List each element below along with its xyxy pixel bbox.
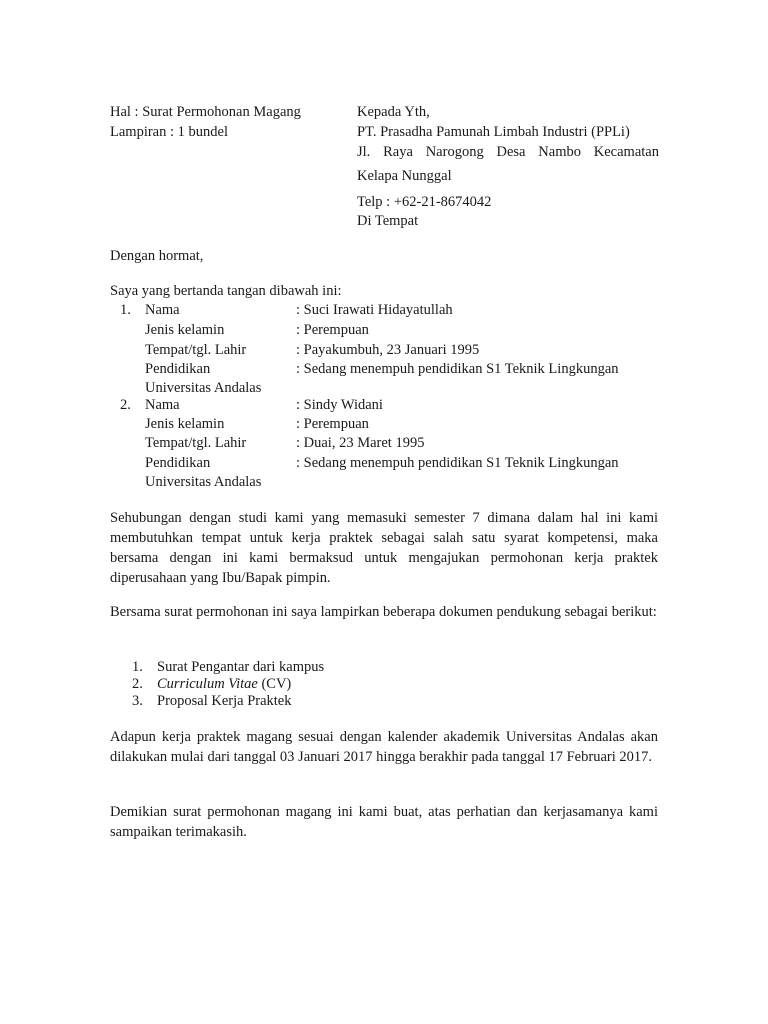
field-value: Universitas Andalas [145, 474, 262, 490]
field-label: Nama [145, 302, 180, 318]
paragraph-schedule: Adapun kerja praktek magang sesuai dengan kalender akademik Universitas Andalas akan dilakukan mulai dari tanggal 03 Januari 2017 hingga berakhir pada tanggal 17 Februari 2017. [110, 729, 658, 765]
applicant-1-name-row [110, 300, 670, 320]
field-value: : Sindy Widani [296, 397, 383, 413]
field-value: : Payakumbuh, 23 Januari 1995 [296, 342, 480, 358]
field-label: Tempat/tgl. Lahir [145, 435, 247, 451]
field-value: : Perempuan [296, 416, 369, 432]
attachment-count: Lampiran : 1 bundel [110, 124, 228, 140]
field-value: : Perempuan [296, 322, 369, 338]
paragraph-purpose: Sehubungan dengan studi kami yang memasuki semester 7 dimana dalam hal ini kami membutuhkan tempat untuk kerja praktek sebagai salah satu syarat kompetensi, maka bersama dengan ini kami bermaksud untuk mengajukan permohonan kerja praktek diperusahaan yang Ibu/Bapak pimpin. [110, 510, 658, 586]
attachment-text-italic: Curriculum Vitae [157, 676, 258, 692]
applicant-2-education-row [110, 453, 670, 473]
intro-line: Saya yang bertanda tangan dibawah ini: [110, 283, 342, 299]
field-value: : Duai, 23 Maret 1995 [296, 435, 425, 451]
paragraph-closing: Demikian surat permohonan magang ini kami buat, atas perhatian dan kerjasamanya kami sampaikan terimakasih. [110, 804, 658, 840]
applicant-1-birth-row [110, 340, 670, 360]
applicant-1-education-row [110, 359, 670, 379]
field-label: Nama [145, 397, 180, 413]
attachment-number: 3. [132, 693, 143, 709]
recipient-salutation: Kepada Yth, [357, 104, 430, 120]
recipient-address-line1: Jl. Raya Narogong Desa Nambo Kecamatan [357, 144, 659, 160]
field-label: Jenis kelamin [145, 322, 225, 338]
field-label: Pendidikan [145, 361, 211, 377]
applicant-number: 2. [120, 397, 131, 413]
recipient-company: PT. Prasadha Pamunah Limbah Industri (PPLi) [357, 124, 630, 140]
subject-line: Hal : Surat Permohonan Magang [110, 104, 301, 120]
recipient-location: Di Tempat [357, 213, 419, 229]
attachment-text-rest: (CV) [257, 676, 292, 692]
recipient-address-line2: Kelapa Nunggal [357, 168, 452, 184]
field-value: Universitas Andalas [145, 380, 262, 396]
applicant-2-university-row [110, 472, 670, 492]
greeting: Dengan hormat, [110, 248, 204, 264]
field-label: Tempat/tgl. Lahir [145, 342, 247, 358]
applicant-2-gender-row [110, 414, 670, 434]
applicant-number: 1. [120, 302, 131, 318]
field-value: : Sedang menempuh pendidikan S1 Teknik Lingkungan [296, 361, 619, 377]
field-label: Pendidikan [145, 455, 211, 471]
field-value: : Sedang menempuh pendidikan S1 Teknik Lingkungan [296, 455, 619, 471]
field-label: Jenis kelamin [145, 416, 225, 432]
field-value: : Suci Irawati Hidayatullah [296, 302, 453, 318]
applicant-2-birth-row [110, 433, 670, 453]
attachment-text: Surat Pengantar dari kampus [157, 659, 325, 675]
applicant-2-name-row [110, 395, 670, 415]
paragraph-attachments-intro: Bersama surat permohonan ini saya lampirkan beberapa dokumen pendukung sebagai berikut: [110, 604, 657, 620]
attachment-number: 1. [132, 659, 143, 675]
applicant-1-gender-row [110, 320, 670, 340]
attachment-text: Proposal Kerja Praktek [157, 693, 292, 709]
recipient-phone: Telp : +62-21-8674042 [357, 194, 492, 210]
attachment-number: 2. [132, 676, 143, 692]
